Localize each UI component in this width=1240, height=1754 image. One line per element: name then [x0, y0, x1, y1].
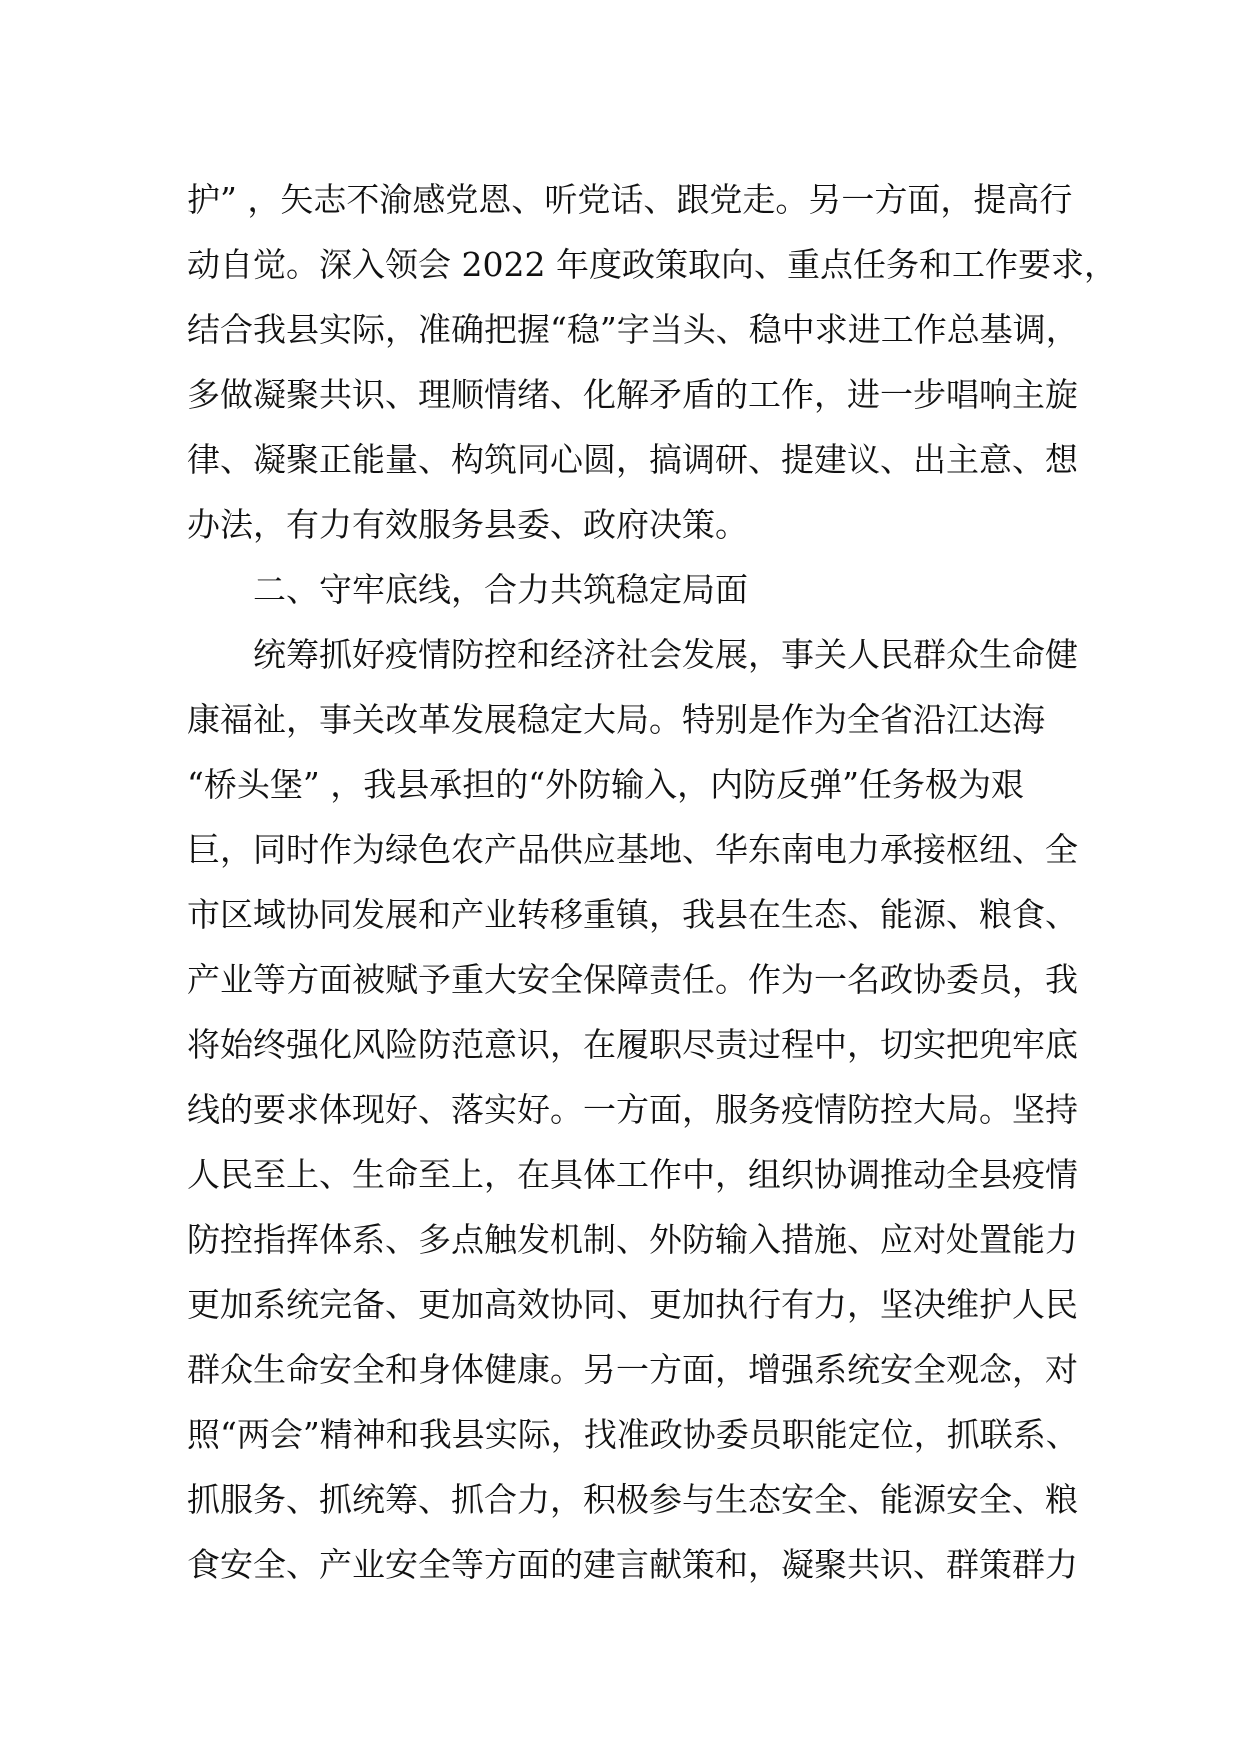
- document-body: [187, 167, 1117, 1597]
- text-line: 康福祉，事关改革发展稳定大局。特别是作为全省沿江达海: [187, 700, 1045, 739]
- paragraph-2: [187, 622, 1079, 1597]
- text-line: 照“两会”精神和我县实际，找准政协委员职能定位，抓联系、: [187, 1415, 1079, 1454]
- text-line: 护” ，矢志不渝感党恩、听党话、跟党走。另一方面，提高行: [187, 180, 1073, 219]
- text-line: 办法，有力有效服务县委、政府决策。: [187, 505, 748, 544]
- text-line: 动自觉。深入领会 2022 年度政策取向、重点任务和工作要求，: [187, 245, 1117, 284]
- text-line: 结合我县实际，准确把握“稳”字当头、稳中求进工作总基调，: [187, 310, 1079, 349]
- text-line: 线的要求体现好、落实好。一方面，服务疫情防控大局。坚持: [187, 1090, 1078, 1129]
- text-line: 巨，同时作为绿色农产品供应基地、华东南电力承接枢纽、全: [187, 830, 1078, 869]
- text-line: 统筹抓好疫情防控和经济社会发展，事关人民群众生命健: [253, 635, 1078, 674]
- text-line: 将始终强化风险防范意识，在履职尽责过程中，切实把兜牢底: [187, 1025, 1078, 1064]
- text-line: 抓服务、抓统筹、抓合力，积极参与生态安全、能源安全、粮: [187, 1480, 1078, 1519]
- section-heading: 二、守牢底线，合力共筑稳定局面: [253, 570, 748, 609]
- text-line: 产业等方面被赋予重大安全保障责任。作为一名政协委员，我: [187, 960, 1078, 999]
- text-line: 防控指挥体系、多点触发机制、外防输入措施、应对处置能力: [187, 1220, 1078, 1259]
- text-line: 更加系统完备、更加高效协同、更加执行有力，坚决维护人民: [187, 1285, 1078, 1324]
- text-line: 人民至上、生命至上，在具体工作中，组织协调推动全县疫情: [187, 1155, 1078, 1194]
- text-line: 食安全、产业安全等方面的建言献策和，凝聚共识、群策群力: [187, 1545, 1078, 1584]
- text-line: 市区域协同发展和产业转移重镇，我县在生态、能源、粮食、: [187, 895, 1078, 934]
- text-line: 多做凝聚共识、理顺情绪、化解矛盾的工作，进一步唱响主旋: [187, 375, 1078, 414]
- text-line: 群众生命安全和身体健康。另一方面，增强系统安全观念，对: [187, 1350, 1078, 1389]
- text-line: “桥头堡” ，我县承担的“外防输入，内防反弹”任务极为艰: [187, 765, 1024, 804]
- paragraph-1: [187, 167, 1117, 557]
- text-line: 律、凝聚正能量、构筑同心圆，搞调研、提建议、出主意、想: [187, 440, 1078, 479]
